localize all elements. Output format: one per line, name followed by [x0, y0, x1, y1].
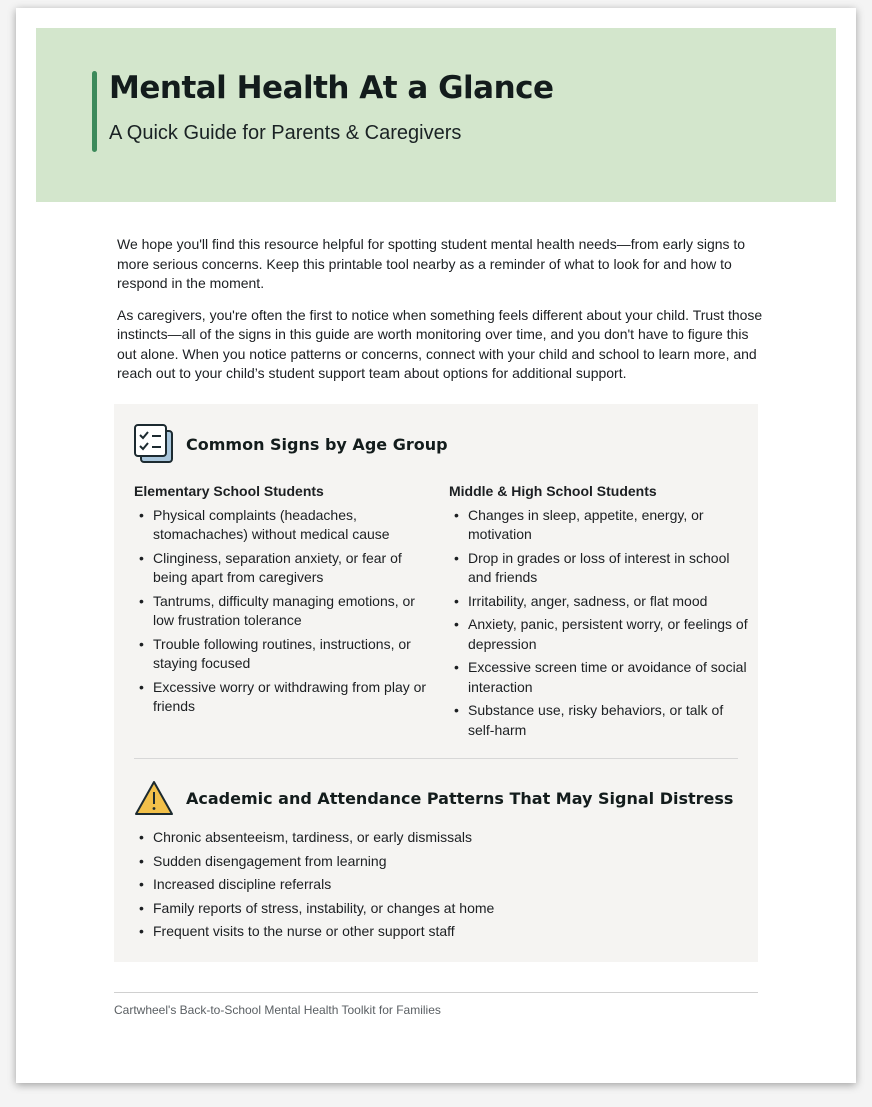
list-item: • Physical complaints (headaches, stomachaches) without medical cause [134, 506, 434, 545]
list-item: • Drop in grades or loss of interest in school and friends [449, 549, 749, 588]
elementary-column [134, 482, 434, 721]
secondary-column [449, 482, 749, 744]
intro-paragraph: We hope you'll find this resource helpful for spotting student mental health needs—from early signs to more serious concerns. Keep this printable tool nearby as a reminder of what to look for and how to respond in the moment. [117, 236, 746, 291]
warning-icon [134, 780, 174, 816]
signs-heading [134, 424, 448, 464]
document-page [16, 8, 856, 1083]
signs-title: Common Signs by Age Group [186, 434, 448, 454]
academic-title: Academic and Attendance Patterns That May Signal Distress [186, 788, 734, 808]
checklist-icon [134, 424, 174, 464]
elementary-heading: Elementary School Students [134, 483, 324, 499]
list-item: • Irritability, anger, sadness, or flat mood [449, 592, 749, 612]
secondary-heading: Middle & High School Students [449, 483, 657, 499]
accent-bar [92, 71, 97, 152]
list-item: • Chronic absenteeism, tardiness, or early dismissals [134, 828, 494, 848]
header-banner [36, 28, 836, 202]
signs-panel [114, 404, 758, 962]
intro [117, 235, 767, 396]
list-item: • Trouble following routines, instructions, or staying focused [134, 635, 434, 674]
list-item: • Changes in sleep, appetite, energy, or motivation [449, 506, 749, 545]
footer-text: Cartwheel's Back-to-School Mental Health Toolkit for Families [114, 1003, 441, 1017]
list-item: • Increased discipline referrals [134, 875, 494, 895]
list-item: • Sudden disengagement from learning [134, 852, 494, 872]
academic-heading [134, 780, 733, 816]
footer-divider [114, 992, 758, 993]
list-item: • Clinginess, separation anxiety, or fear of being apart from caregivers [134, 549, 434, 588]
academic-list [134, 828, 494, 946]
divider [134, 758, 738, 759]
list-item: • Tantrums, difficulty managing emotions, or low frustration tolerance [134, 592, 434, 631]
list-item: • Anxiety, panic, persistent worry, or feelings of depression [449, 615, 749, 654]
list-item: • Excessive worry or withdrawing from play or friends [134, 678, 434, 717]
list-item: • Frequent visits to the nurse or other support staff [134, 922, 494, 942]
page-title: Mental Health At a Glance [109, 70, 554, 106]
page-subtitle: A Quick Guide for Parents & Caregivers [109, 122, 462, 144]
intro-paragraph: As caregivers, you're often the first to notice when something feels different about your child. Trust those instincts—all of the signs in this guide are worth monitoring over time, and you don't have to figure this out alone. When you notice patterns or concerns, connect with your child and school to learn more, and reach out to your child’s student support team about options for additional support. [117, 306, 763, 381]
list-item: • Excessive screen time or avoidance of social interaction [449, 658, 749, 697]
list-item: • Family reports of stress, instability, or changes at home [134, 899, 494, 919]
list-item: • Substance use, risky behaviors, or talk of self-harm [449, 701, 749, 740]
